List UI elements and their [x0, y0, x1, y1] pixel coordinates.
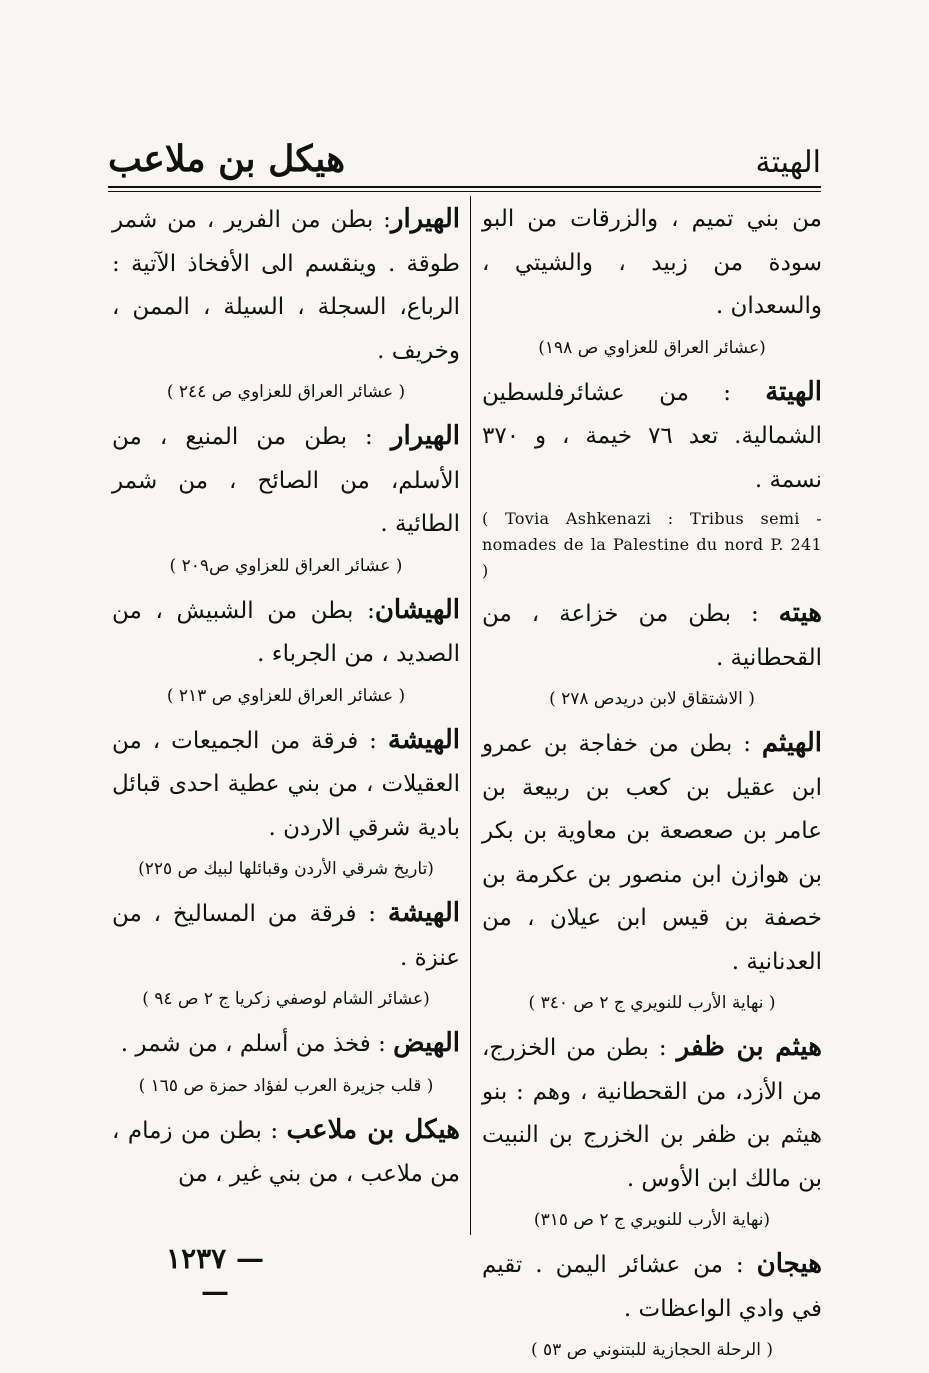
entry — [112, 1022, 460, 1067]
entry-headword: الهيشة — [387, 724, 460, 755]
entry-reference: (نهاية الأرب للنويري ج ٢ ص ٣١٥) — [533, 1210, 771, 1230]
entry-headword: الهيشة — [387, 898, 460, 928]
entry-reference: ( الرحلة الحجازية للبتنوني ص ٥٣ ) — [530, 1340, 773, 1360]
entry — [112, 1109, 460, 1197]
left-column — [112, 198, 460, 1201]
entry-headword: الهيثم — [761, 728, 822, 758]
entry — [112, 589, 460, 677]
entry — [482, 722, 822, 984]
entry — [482, 1026, 822, 1201]
entry-headword: هيته — [778, 598, 822, 628]
entry-reference: ( عشائر العراق للعزاوي ص٢٠٩ ) — [169, 555, 403, 576]
column-divider — [470, 196, 471, 1235]
entry-text: : بطن من خفاجة بن عمرو ابن عقيل بن كعب بن ربيعة بن عامر بن صعصعة بن معاوية بن بكر بن هوازن ابن منصور بن عكرمة بن خصفة بن قيس ابن عيلان ، من العدنانية . — [482, 731, 822, 975]
entry-text: : بطن من الشبيش ، من الصديد ، من الجرباء . — [112, 597, 460, 667]
entry-headword: الهيض — [393, 1028, 460, 1058]
running-header — [108, 128, 821, 180]
entry-text: : بطن من زمام ، من ملاعب ، من بني غير ، من — [112, 1117, 460, 1187]
entry-text: : بطن من الفرير ، من شمر طوقة . وينقسم الى الأفخاذ الآتية : الرباع، السجلة ، السيلة ، الممن ، وخريف . — [112, 207, 460, 364]
entry-text: : فرقة من المساليخ ، من عنزة . — [112, 901, 460, 971]
entry-text: من بني تميم ، والزرقات من البو سودة من زبيد ، والشيتي ، والسعدان . — [482, 206, 822, 319]
header-rule-thin — [108, 191, 821, 192]
running-head-left: هيكل بن ملاعب — [108, 138, 346, 180]
entry-reference: ( نهاية الأرب للنويري ج ٢ ص ٣٤٠ ) — [528, 993, 776, 1013]
entry-reference: ( قلب جزيرة العرب لفؤاد حمزة ص ١٦٥ ) — [138, 1075, 434, 1096]
header-rule — [108, 186, 821, 188]
entry-reference: ( عشائر العراق للعزاوي ص ٢٤٤ ) — [166, 382, 406, 402]
entry-reference-latin: ( Tovia Ashkenazi : Tribus semi - nomades de la Palestine du nord P. 241 ) — [482, 509, 822, 580]
entry — [112, 719, 460, 851]
running-head-right: الهيتة — [755, 145, 821, 180]
entry-text: : فخذ من أسلم ، من شمر . — [120, 1031, 394, 1057]
entry-headword: هيجان — [756, 1249, 822, 1279]
right-column — [482, 198, 822, 1373]
entry-text: : فرقة من الجميعات ، من العقيلات ، من بني عطية احدى قبائل بادية شرقي الاردن . — [112, 727, 460, 841]
entry — [482, 371, 822, 503]
entry-reference: (عشائر العراق للعزاوي ص ١٩٨) — [538, 337, 766, 358]
entry-headword: الهيشان — [374, 594, 460, 625]
entry-headword: الهيتة — [765, 376, 822, 407]
entry-text: : من عشائر اليمن . تقيم في وادي الواعظات . — [482, 1252, 822, 1322]
entry-headword: الهيرار — [390, 204, 460, 234]
entry-text: : من عشائرفلسطين الشمالية. تعد ٧٦ خيمة ، و ٣٧٠ نسمة . — [482, 379, 822, 493]
entry — [112, 415, 460, 547]
entry — [482, 592, 822, 680]
entry-headword: هيكل بن ملاعب — [286, 1114, 460, 1145]
entry-text: : بطن من الخزرج، من الأزد، من القحطانية ، وهم : بنو هيثم بن ظفر بن الخزرج بن النبيت بن مالك ابن الأوس . — [482, 1035, 822, 1192]
page-number: — ١٢٣٧ — — [166, 1242, 264, 1308]
entry-reference: (تاريخ شرقي الأردن وقبائلها لبيك ص ٢٢٥) — [138, 859, 434, 879]
entry-text: : بطن من خزاعة ، من القحطانية . — [482, 601, 822, 671]
entry-reference: ( الاشتقاق لابن دريدص ٢٧٨ ) — [549, 689, 755, 709]
entry — [112, 892, 460, 980]
entry — [482, 1243, 822, 1331]
entry-headword: هيثم بن ظفر — [676, 1032, 822, 1062]
entry-headword: الهيرار — [390, 421, 460, 451]
entry-text: : بطن من المنيع ، من الأسلم، من الصائح ، من شمر الطائية . — [112, 424, 460, 537]
entry — [112, 198, 460, 373]
entry-reference: (عشائر الشام لوصفي زكريا ج ٢ ص ٩٤ ) — [142, 989, 430, 1009]
entry — [482, 198, 822, 329]
entry-reference: ( عشائر العراق للعزاوي ص ٢١٣ ) — [166, 685, 406, 706]
